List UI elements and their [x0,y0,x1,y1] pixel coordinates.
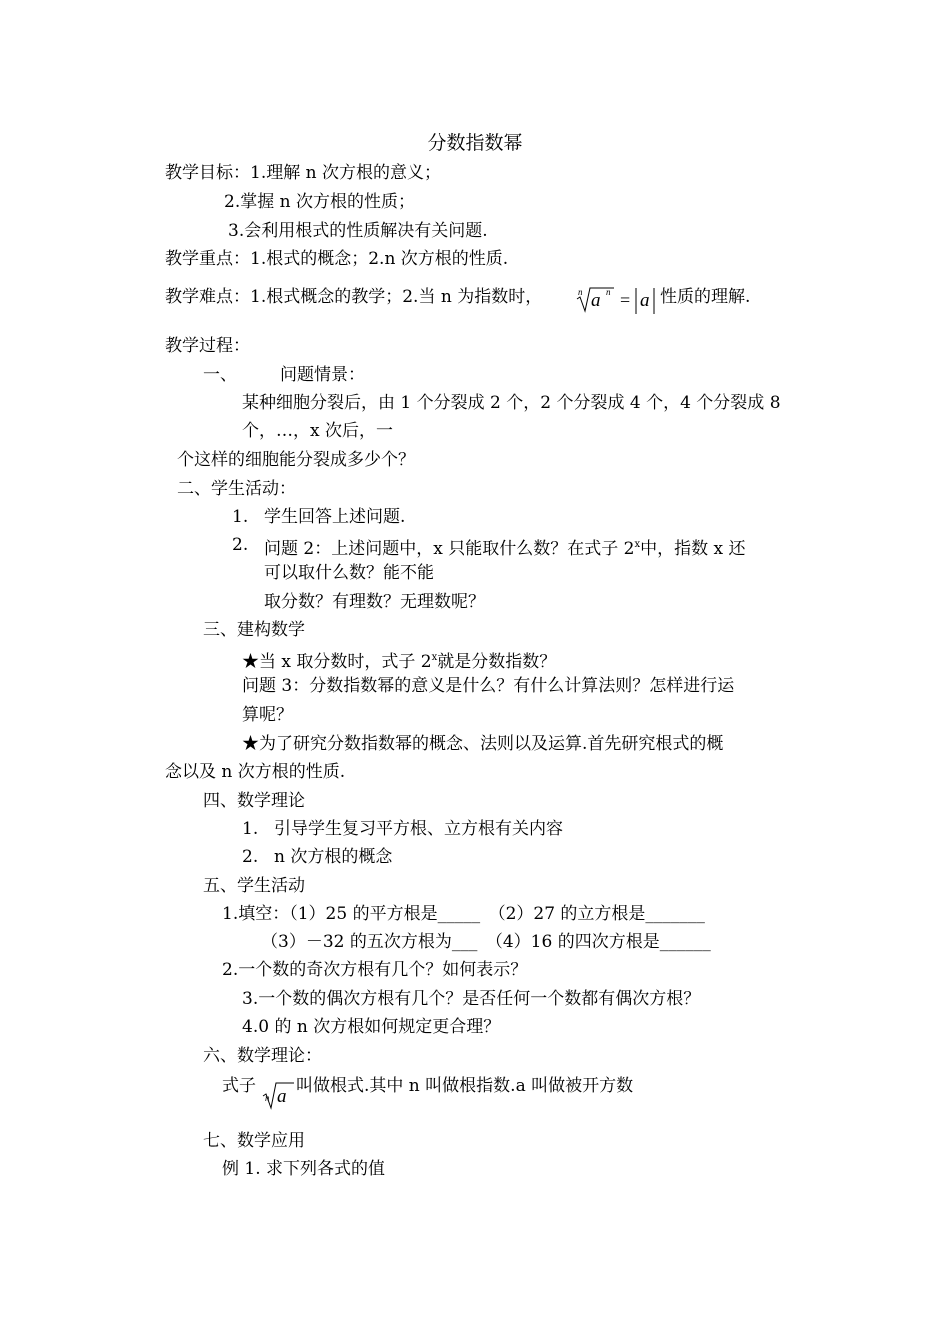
key-points: 教学重点：1.根式的概念；2.n 次方根的性质. [165,249,509,269]
objectives-label: 教学目标： [165,163,250,183]
radicand: a [277,1086,287,1107]
example-1: 例 1. 求下列各式的值 [222,1159,386,1179]
section2-item2-text-b: 中，指数 x 还 [640,539,746,559]
equals-sign: = [620,290,631,310]
radicand-base: a [591,290,601,311]
abs-value-variable: a [640,290,650,311]
section7-title: 七、数学应用 [203,1131,305,1151]
difficulty-suffix: 性质的理解. [660,287,751,307]
section3-star1-text-b: 就是分数指数？ [437,652,557,672]
section6-suffix: 叫做根式.其中 n 叫做根指数.a 叫做被开方数 [296,1076,634,1096]
section3-question3-line1: 问题 3：分数指数幂的意义是什么？有什么计算法则？怎样进行运 [242,676,735,696]
section4-item1-number: 1. [242,819,259,839]
section3-star2-line2: 念以及 n 次方根的性质. [165,762,346,782]
difficulty-prefix: 教学难点：1.根式概念的教学；2.当 n 为指数时， [165,287,543,307]
section1-text-1: 某种细胞分裂后，由 1 个分裂成 2 个，2 个分裂成 4 个，4 个分裂成 8 [242,393,781,413]
section5-question2: 2.一个数的奇次方根有几个？如何表示？ [222,960,528,980]
section1-text-3: 个这样的细胞能分裂成多少个？ [177,450,415,470]
fill-in-line-1: 1.填空：（1）25 的平方根是_____ （2）27 的立方根是_______ [222,904,705,924]
section3-star1 [242,647,556,673]
exponent-x: x [431,652,438,663]
section3-question3-line2: 算呢？ [242,705,293,725]
section2-item1-number: 1. [232,507,249,527]
objective-3: 3.会利用根式的性质解决有关问题. [228,221,488,241]
section4-item2-number: 2. [242,847,259,867]
nth-root-formula [262,1078,296,1110]
section3-title: 三、建构数学 [203,620,305,640]
section4-item2: n 次方根的概念 [274,847,393,867]
objective-2: 2.掌握 n 次方根的性质； [224,192,415,212]
section5-question4: 4.0 的 n 次方根如何规定更合理？ [242,1017,501,1037]
section2-item2-number: 2. [232,535,249,555]
section2-title: 二、学生活动： [177,479,296,499]
section3-star1-text-a: ★当 x 取分数时，式子 2 [242,652,432,672]
fill-in-line-2: （3）－32 的五次方根为___ （4）16 的四次方根是______ [261,932,711,952]
section6-title: 六、数学理论： [203,1046,322,1066]
radicand-power: n [606,287,611,297]
objective-1: 1.理解 n 次方根的意义； [250,163,441,183]
section6-prefix: 式子 [222,1076,256,1096]
root-index: n [578,287,583,297]
root-index: n [265,1093,270,1103]
section1-number: 一、 [203,365,237,385]
section2-item1: 学生回答上述问题. [264,507,406,527]
section4-title: 四、数学理论 [203,791,305,811]
exponent-x: x [634,539,641,550]
section2-item2-line2: 可以取什么数？能不能 [264,563,434,583]
section5-question3: 3.一个数的偶次方根有几个？是否任何一个数都有偶次方根？ [242,989,701,1009]
section1-title: 问题情景： [280,365,365,385]
section2-item2-text-a: 问题 2：上述问题中，x 只能取什么数？在式子 2 [264,539,635,559]
difficulty-line [165,286,542,308]
section2-item2-line3: 取分数？有理数？无理数呢？ [264,592,485,612]
section5-title: 五、学生活动 [203,876,305,896]
section4-item1: 引导学生复习平方根、立方根有关内容 [274,819,563,839]
nth-root-abs-formula [576,284,658,320]
section2-item2-line1 [264,534,745,560]
section1-text-2: 个，…，x 次后，一 [242,421,393,441]
process-label: 教学过程： [165,336,250,356]
section3-star2-line1: ★为了研究分数指数幂的概念、法则以及运算.首先研究根式的概 [242,734,724,754]
page-title: 分数指数幂 [427,132,523,154]
objectives-line-1 [165,162,441,184]
